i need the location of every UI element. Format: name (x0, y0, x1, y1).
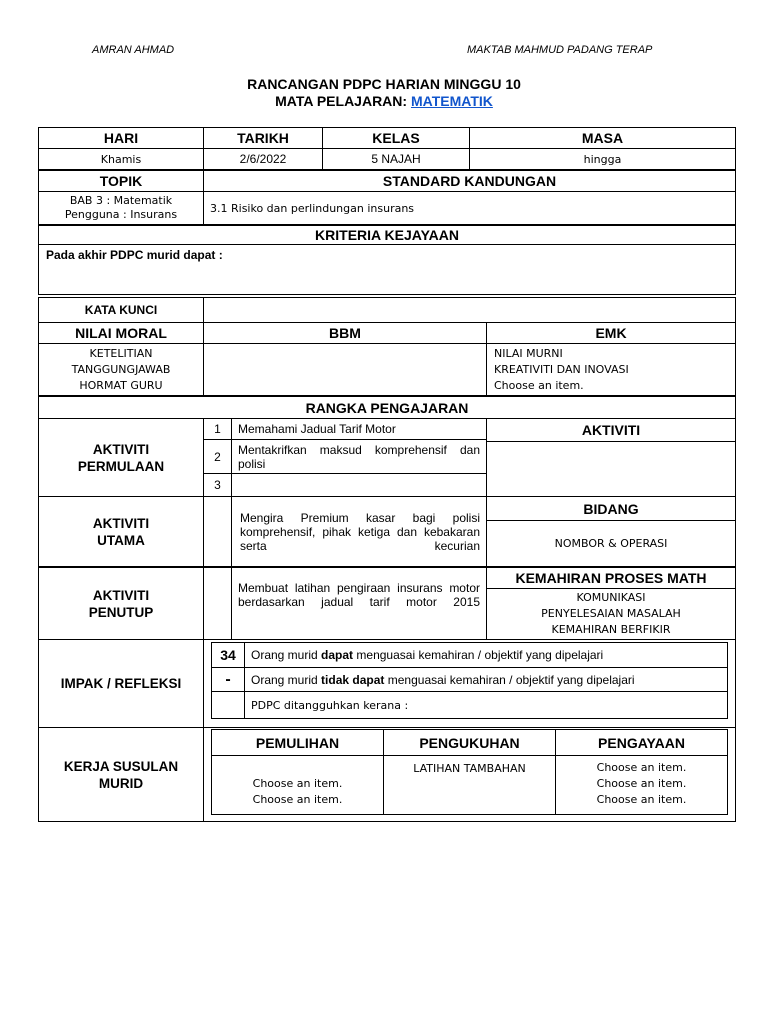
step-number: 3 (203, 473, 232, 497)
topik-line-2: Pengguna : Insurans (64, 208, 178, 221)
nilai-moral-item: KETELITIAN (89, 346, 153, 360)
bidang-header: BIDANG (486, 496, 736, 521)
permulaan-line-2: PERMULAAN (77, 458, 165, 474)
sk-value[interactable]: 3.1 Risiko dan perlindungan insurans (203, 191, 736, 225)
pengukuhan-value[interactable] (383, 755, 556, 815)
kelas-value[interactable]: 5 NAJAH (322, 148, 470, 170)
header-school: MAKTAB MAHMUD PADANG TERAP (467, 44, 653, 56)
tidak-pre: Orang murid (251, 672, 318, 687)
permulaan-line-1: AKTIVITI (92, 441, 150, 457)
sk-header: STANDARD KANDUNGAN (203, 170, 736, 192)
kata-kunci-label: KATA KUNCI (38, 297, 204, 323)
header-author: AMRAN AHMAD (92, 44, 175, 56)
aktiviti-permulaan-label (38, 418, 204, 497)
kerja-line-1: KERJA SUSULAN (63, 758, 179, 774)
emk-header: EMK (486, 322, 736, 344)
pemulihan-header: PEMULIHAN (211, 729, 384, 756)
bbm-header: BBM (203, 322, 487, 344)
penutup-line-1: AKTIVITI (92, 587, 150, 603)
subject-prefix: MATA PELAJARAN: (275, 93, 408, 109)
emk-value[interactable] (486, 343, 736, 396)
dapat-pre: Orang murid (251, 648, 318, 662)
utama-number (203, 496, 232, 567)
pengayaan-header: PENGAYAAN (555, 729, 728, 756)
aktiviti-penutup-label (38, 567, 204, 640)
step-text[interactable] (231, 439, 487, 474)
pengayaan-dropdown[interactable]: Choose an item. (596, 793, 687, 806)
utama-text-content: Mengira Premium kasar bagi polisi komprehensif, pihak ketiga dan kebakaran serta kecurian (240, 510, 480, 553)
impak-label: IMPAK / REFLEKSI (38, 639, 204, 728)
penutup-line-2: PENUTUP (88, 604, 154, 620)
kriteria-value[interactable]: Pada akhir PDPC murid dapat : (38, 244, 736, 295)
emk-item: NILAI MURNI (494, 346, 563, 360)
kemahiran-item: PENYELESAIAN MASALAH (541, 607, 681, 620)
nilai-moral-item: HORMAT GURU (79, 378, 163, 392)
penutup-text[interactable] (231, 567, 487, 640)
tidak-post: menguasai kemahiran / objektif yang dipelajari (387, 672, 635, 687)
kata-kunci-value[interactable] (203, 297, 736, 323)
penutup-text-content: Membuat latihan pengiraan insurans motor berdasarkan jadual tarif motor 2015 (238, 581, 480, 609)
pemulihan-value[interactable] (211, 755, 384, 815)
tidak-bold: tidak dapat (321, 672, 385, 687)
step-number: 2 (203, 439, 232, 474)
page-title: RANCANGAN PDPC HARIAN MINGGU 10 (247, 76, 521, 92)
kriteria-header: KRITERIA KEJAYAAN (38, 225, 736, 245)
masa-value[interactable]: hingga (469, 148, 736, 170)
kemahiran-item: KOMUNIKASI (576, 591, 646, 604)
utama-line-2: UTAMA (97, 532, 145, 548)
subject-link[interactable]: MATEMATIK (410, 93, 493, 109)
bidang-value[interactable]: NOMBOR & OPERASI (486, 520, 736, 567)
tidak-dapat-count[interactable]: - (211, 667, 245, 692)
step-2-text: Mentakrifkan maksud komprehensif dan polisi (238, 442, 480, 471)
pemulihan-dropdown[interactable]: Choose an item. (252, 777, 343, 790)
aktiviti-value[interactable] (486, 441, 736, 497)
nilai-moral-value[interactable] (38, 343, 204, 396)
step-number: 1 (203, 418, 232, 440)
emk-item: KREATIVITI DAN INOVASI (494, 362, 629, 376)
topik-header: TOPIK (38, 170, 204, 192)
pengayaan-dropdown[interactable]: Choose an item. (596, 761, 687, 774)
hari-header: HARI (38, 127, 204, 149)
utama-text[interactable] (231, 496, 487, 567)
kelas-header: KELAS (322, 127, 470, 149)
dapat-statement (244, 642, 728, 668)
pengukuhan-item: LATIHAN TAMBAHAN (413, 762, 526, 775)
ditangguh-count[interactable] (211, 691, 245, 719)
hari-value[interactable]: Khamis (38, 148, 204, 170)
topik-line-1: BAB 3 : Matematik (69, 194, 173, 207)
pengayaan-value[interactable] (555, 755, 728, 815)
pemulihan-dropdown[interactable]: Choose an item. (252, 793, 343, 806)
nilai-moral-item: TANGGUNGJAWAB (71, 362, 171, 376)
aktiviti-utama-label (38, 496, 204, 567)
masa-header: MASA (469, 127, 736, 149)
step-text[interactable] (231, 473, 487, 497)
kerja-susulan-label (38, 727, 204, 822)
dapat-bold: dapat (321, 648, 354, 662)
penutup-number (203, 567, 232, 640)
dapat-post: menguasai kemahiran / objektif yang dipelajari (356, 648, 604, 662)
tarikh-value[interactable]: 2/6/2022 (203, 148, 323, 170)
pengayaan-dropdown[interactable]: Choose an item. (596, 777, 687, 790)
emk-dropdown[interactable]: Choose an item. (494, 378, 584, 392)
rangka-header: RANGKA PENGAJARAN (38, 396, 736, 419)
nilai-moral-header: NILAI MORAL (38, 322, 204, 344)
kemahiran-item: KEMAHIRAN BERFIKIR (551, 623, 671, 636)
dapat-count[interactable]: 34 (211, 642, 245, 668)
kemahiran-value[interactable] (486, 588, 736, 640)
aktiviti-header: AKTIVITI (486, 418, 736, 442)
tarikh-header: TARIKH (203, 127, 323, 149)
kerja-line-2: MURID (98, 775, 144, 791)
step-text[interactable]: Memahami Jadual Tarif Motor (231, 418, 487, 440)
bbm-value[interactable] (203, 343, 487, 396)
ditangguh-statement[interactable]: PDPC ditangguhkan kerana : (244, 691, 728, 719)
subject-line (0, 93, 768, 109)
utama-line-1: AKTIVITI (92, 515, 150, 531)
pengukuhan-header: PENGUKUHAN (383, 729, 556, 756)
tidak-dapat-statement (244, 667, 728, 692)
topik-value[interactable] (38, 191, 204, 225)
kemahiran-header: KEMAHIRAN PROSES MATH (486, 567, 736, 589)
